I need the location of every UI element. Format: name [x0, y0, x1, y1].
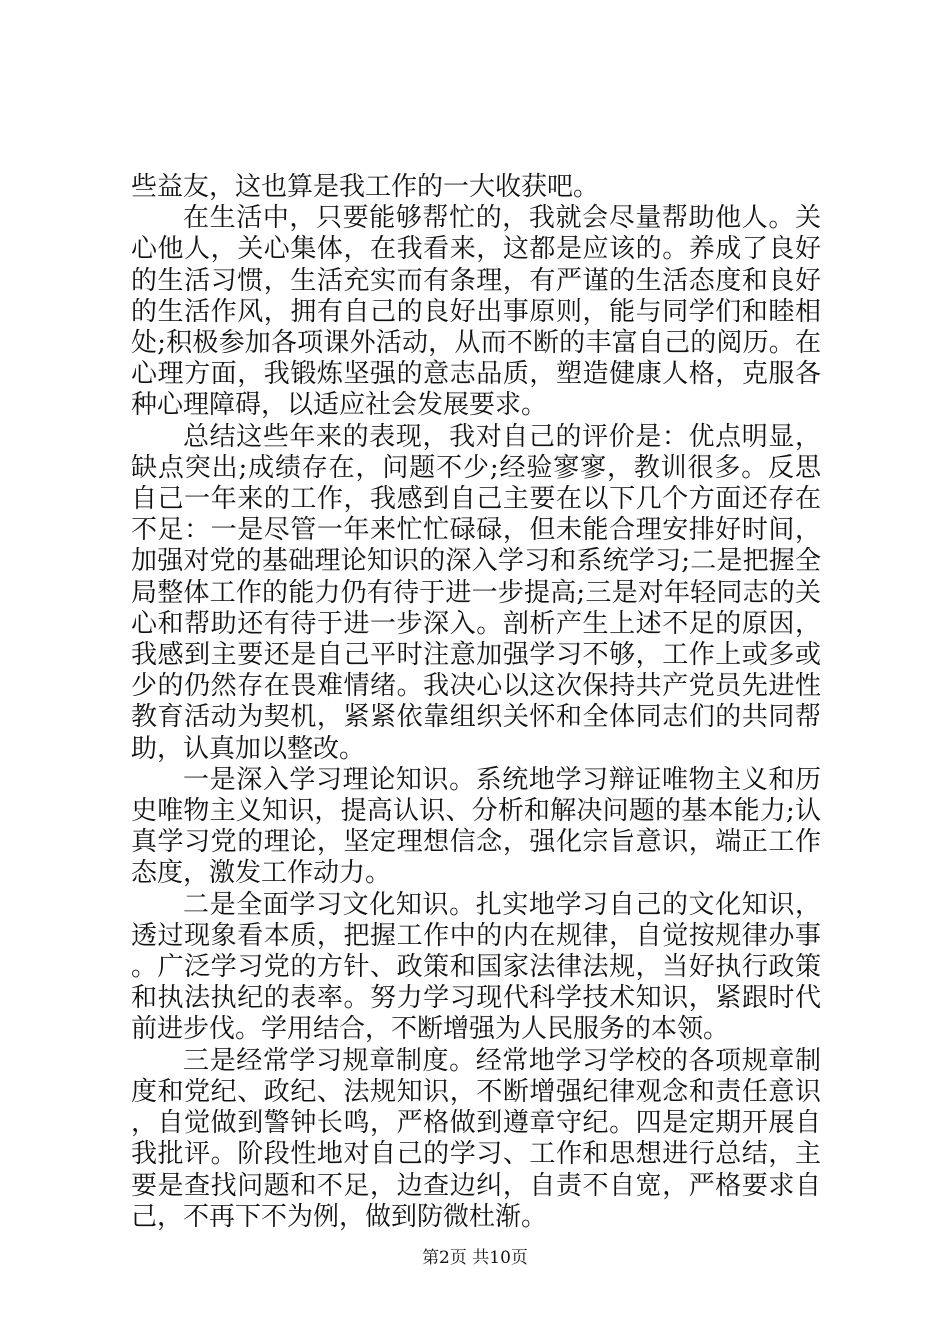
page-number-label: 第2页 共10页 [422, 1248, 528, 1268]
paragraph-6: 三是经常学习规章制度。经常地学习学校的各项规章制度和党纪、政纪、法规知识，不断增强纪律观念和责任意识，自觉做到警钟长鸣，严格做到遵章守纪。四是定期开展自我批评。阶段性地对自己的学习、工作和思想进行总结，主要是查找问题和不足，边查边纠，自责不自宽，严格要求自己，不再下不为例，做到防微杜渐。 [131, 1045, 821, 1232]
page-footer [0, 1243, 950, 1268]
paragraph-5: 二是全面学习文化知识。扎实地学习自己的文化知识，透过现象看本质，把握工作中的内在规律，自觉按规律办事。广泛学习党的方针、政策和国家法律法规，当好执行政策和执法执纪的表率。努力学习现代科学技术知识，紧跟时代前进步伐。学用结合，不断增强为人民服务的本领。 [131, 889, 821, 1045]
paragraph-2: 在生活中，只要能够帮忙的，我就会尽量帮助他人。关心他人，关心集体，在我看来，这都是应该的。养成了良好的生活习惯，生活充实而有条理，有严谨的生活态度和良好的生活作风，拥有自己的良好出事原则，能与同学们和睦相处;积极参加各项课外活动，从而不断的丰富自己的阅历。在心理方面，我锻炼坚强的意志品质，塑造健康人格，克服各种心理障碍，以适应社会发展要求。 [131, 203, 821, 421]
paragraph-3: 总结这些年来的表现，我对自己的评价是：优点明显，缺点突出;成绩存在，问题不少;经验寥寥，教训很多。反思自己一年来的工作，我感到自己主要在以下几个方面还存在不足：一是尽管一年来忙忙碌碌，但未能合理安排好时间，加强对党的基础理论知识的深入学习和系统学习;二是把握全局整体工作的能力仍有待于进一步提高;三是对年轻同志的关心和帮助还有待于进一步深入。剖析产生上述不足的原因，我感到主要还是自己平时注意加强学习不够，工作上或多或少的仍然存在畏难情绪。我决心以这次保持共产党员先进性教育活动为契机，紧紧依靠组织关怀和全体同志们的共同帮助，认真加以整改。 [131, 421, 821, 764]
paragraph-4: 一是深入学习理论知识。系统地学习辩证唯物主义和历史唯物主义知识，提高认识、分析和解决问题的基本能力;认真学习党的理论，坚定理想信念，强化宗旨意识，端正工作态度，激发工作动力。 [131, 764, 821, 889]
document-body [131, 172, 821, 1233]
paragraph-1: 些益友，这也算是我工作的一大收获吧。 [131, 172, 600, 202]
